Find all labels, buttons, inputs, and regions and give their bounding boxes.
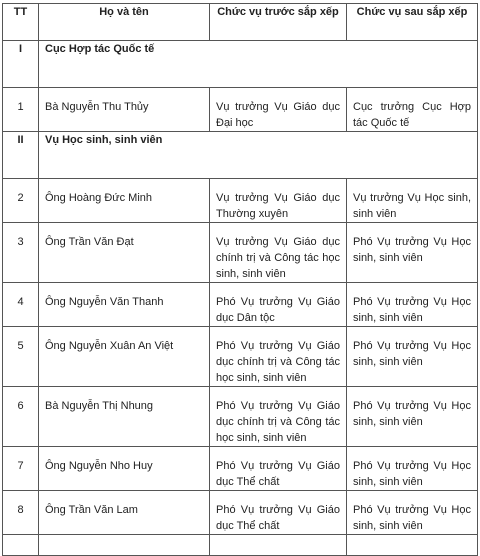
person-name: Bà Nguyễn Thu Thủy [39,88,210,132]
row-number: 3 [3,223,39,283]
table-row [3,327,478,387]
position-before: Vụ trưởng Vụ Giáo dục chính trị và Công tác học sinh, sinh viên [210,223,347,283]
section-numeral: I [3,41,39,88]
person-name: Ông Trần Văn Đạt [39,223,210,283]
position-after: Cục trưởng Cục Hợp tác Quốc tế [347,88,478,132]
table-header-row [3,4,478,41]
row-number: 4 [3,283,39,327]
position-after: Phó Vụ trưởng Vụ Học sinh, sinh viên [347,283,478,327]
position-before: Phó Vụ trưởng Vụ Giáo dục chính trị và Công tác học sinh, sinh viên [210,327,347,387]
row-number: 8 [3,491,39,535]
table-row [3,283,478,327]
section-title: Cục Hợp tác Quốc tế [39,41,478,88]
position-after: Phó Vụ trưởng Vụ Học sinh, sinh viên [347,327,478,387]
person-name: Bà Nguyễn Thị Nhung [39,387,210,447]
empty-cell [39,535,210,556]
table-row [3,387,478,447]
table-row [3,88,478,132]
section-numeral: II [3,132,39,179]
section-title: Vụ Học sinh, sinh viên [39,132,478,179]
table-row [3,447,478,491]
position-before: Phó Vụ trưởng Vụ Giáo dục Thể chất [210,447,347,491]
person-name: Ông Nguyễn Xuân An Việt [39,327,210,387]
table-row-continued [3,535,478,556]
position-after: Phó Vụ trưởng Vụ Học sinh, sinh viên [347,387,478,447]
header-name: Họ và tên [39,4,210,41]
row-number: 7 [3,447,39,491]
appointment-table [2,3,478,556]
row-number: 2 [3,179,39,223]
position-after: Phó Vụ trưởng Vụ Học sinh, sinh viên [347,223,478,283]
person-name: Ông Hoàng Đức Minh [39,179,210,223]
person-name: Ông Nguyễn Nho Huy [39,447,210,491]
position-before: Phó Vụ trưởng Vụ Giáo dục Dân tộc [210,283,347,327]
table-row [3,223,478,283]
section-row [3,132,478,179]
header-position-before: Chức vụ trước sắp xếp [210,4,347,41]
row-number: 6 [3,387,39,447]
table-row [3,179,478,223]
header-position-after: Chức vụ sau sắp xếp [347,4,478,41]
table-row [3,491,478,535]
header-tt: TT [3,4,39,41]
position-after: Phó Vụ trưởng Vụ Học sinh, sinh viên [347,491,478,535]
position-before: Vụ trưởng Vụ Giáo dục Thường xuyên [210,179,347,223]
person-name: Ông Nguyễn Văn Thanh [39,283,210,327]
person-name: Ông Trần Văn Lam [39,491,210,535]
section-row [3,41,478,88]
row-number: 1 [3,88,39,132]
position-after: Vụ trưởng Vụ Học sinh, sinh viên [347,179,478,223]
row-number: 5 [3,327,39,387]
position-before: Phó Vụ trưởng Vụ Giáo dục Thể chất [210,491,347,535]
position-before: Phó Vụ trưởng Vụ Giáo dục chính trị và Công tác học sinh, sinh viên [210,387,347,447]
position-before: Vụ trưởng Vụ Giáo dục Đại học [210,88,347,132]
empty-cell [210,535,347,556]
empty-cell [3,535,39,556]
empty-cell [347,535,478,556]
position-after: Phó Vụ trưởng Vụ Học sinh, sinh viên [347,447,478,491]
